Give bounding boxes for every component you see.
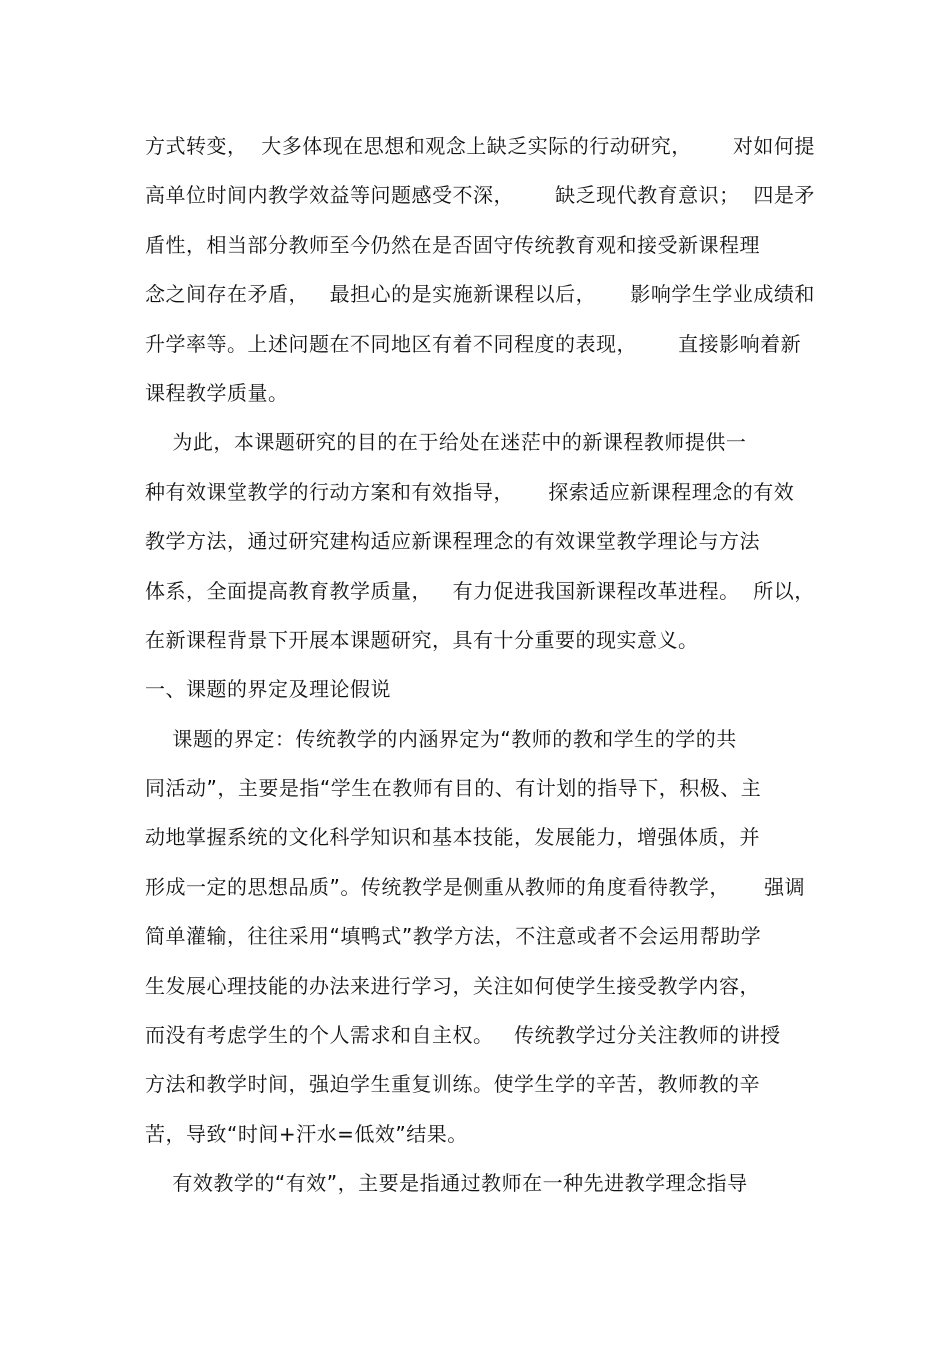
text-line: 方法和教学时间，强迫学生重复训练。使学生学的辛苦，教师教的辛 xyxy=(145,1072,760,1097)
text-line: 苦，导致“时间+汗水=低效”结果。 xyxy=(145,1121,468,1146)
text-line: 生发展心理技能的办法来进行学习，关注如何使学生接受教学内容， xyxy=(145,973,760,998)
body-text xyxy=(145,122,815,1209)
text-line: 高单位时间内教学效益等问题感受不深， 缺乏现代教育意识； 四是矛 xyxy=(145,183,815,208)
text-line: 体系，全面提高教育教学质量， 有力促进我国新课程改革进程。 所以， xyxy=(145,578,815,603)
text-line: 方式转变， 大多体现在思想和观念上缺乏实际的行动研究， 对如何提 xyxy=(145,134,815,158)
text-line: 为此，本课题研究的目的在于给处在迷茫中的新课程教师提供一 xyxy=(145,430,747,455)
text-line: 盾性，相当部分教师至今仍然在是否固守传统教育观和接受新课程理 xyxy=(145,232,760,257)
text-line: 念之间存在矛盾， 最担心的是实施新课程以后， 影响学生学业成绩和 xyxy=(145,282,815,307)
text-line: 有效教学的“有效”，主要是指通过教师在一种先进教学理念指导 xyxy=(145,1171,748,1196)
text-line: 在新课程背景下开展本课题研究，具有十分重要的现实意义。 xyxy=(145,627,699,652)
text-line: 简单灌输，往往采用“填鸭式”教学方法，不注意或者不会运用帮助学 xyxy=(145,924,762,949)
text-line: 种有效课堂教学的行动方案和有效指导， 探索适应新课程理念的有效 xyxy=(145,479,795,504)
text-line: 升学率等。上述问题在不同地区有着不同程度的表现， 直接影响着新 xyxy=(145,331,802,356)
text-line: 教学方法，通过研究建构适应新课程理念的有效课堂教学理论与方法 xyxy=(145,529,760,554)
text-line: 形成一定的思想品质”。传统教学是侧重从教师的角度看待教学， 强调 xyxy=(145,874,806,899)
text-line: 课题的界定：传统教学的内涵界定为“教师的教和学生的学的共 xyxy=(145,726,737,751)
text-line: 同活动”，主要是指“学生在教师有目的、有计划的指导下，积极、主 xyxy=(145,776,762,801)
text-line: 而没有考虑学生的个人需求和自主权。 传统教学过分关注教师的讲授 xyxy=(145,1023,781,1048)
section-heading: 一、课题的界定及理论假说 xyxy=(145,677,391,702)
text-line: 动地掌握系统的文化科学知识和基本技能，发展能力，增强体质，并 xyxy=(145,825,760,850)
text-line: 课程教学质量。 xyxy=(145,380,289,405)
